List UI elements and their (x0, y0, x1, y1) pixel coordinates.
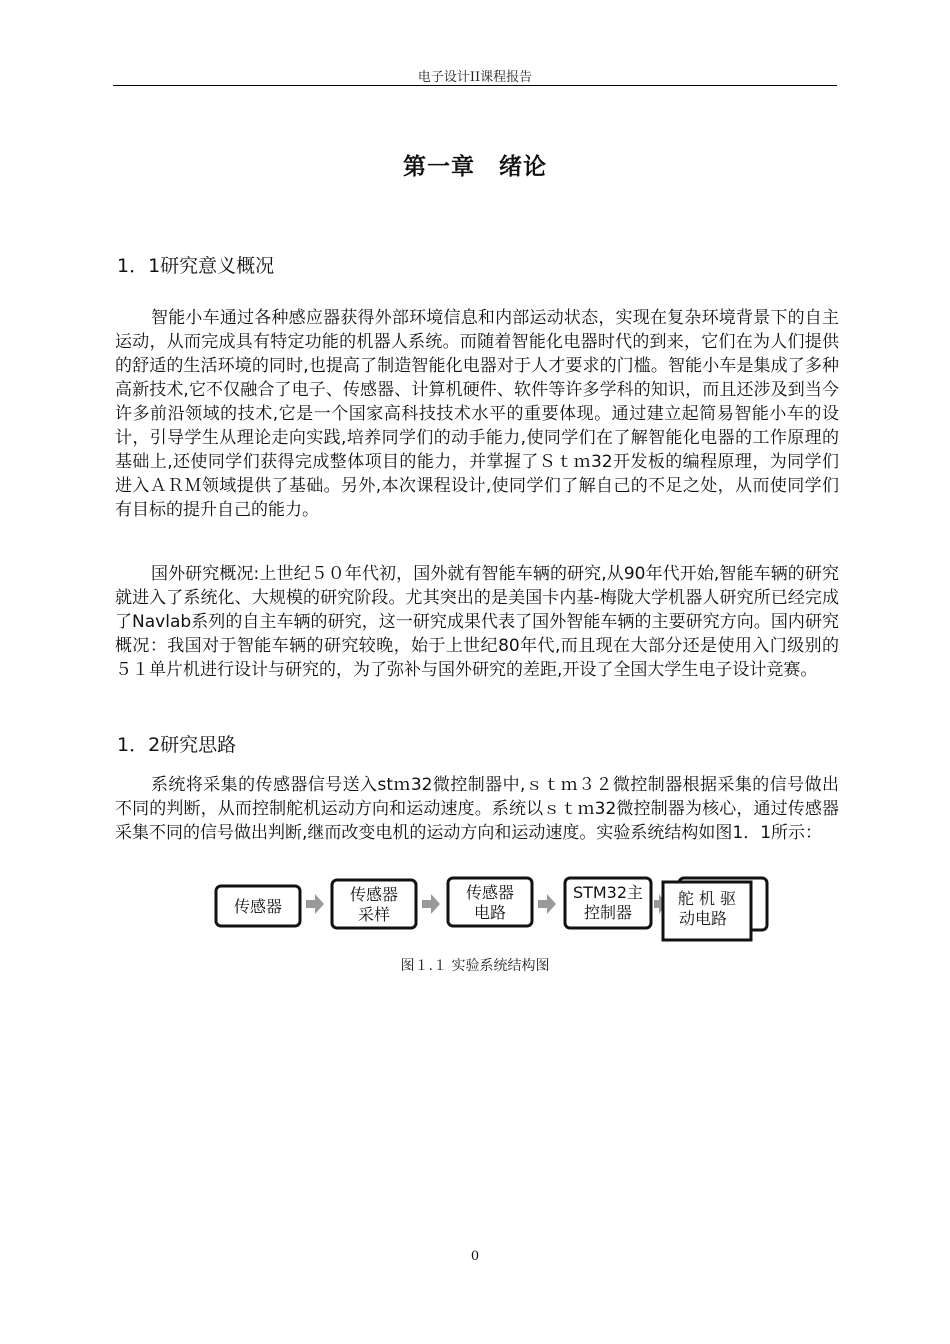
section-heading-1-1: 1．1研究意义概况 (117, 255, 275, 277)
flow-arrow (306, 894, 324, 914)
flow-arrow (422, 894, 440, 914)
block-label: 传感器 (465, 883, 515, 902)
block-label: 传感器 (233, 897, 283, 916)
block-label: STM32主 (572, 883, 644, 902)
block-label: 动电路 (678, 909, 728, 928)
chapter-title: 第一章 绪论 (403, 154, 547, 180)
block-label: 采样 (357, 905, 391, 924)
paragraph-significance: 智能小车通过各种感应器获得外部环境信息和内部运动状态，实现在复杂环境背景下的自主运动，从而完成具有特定功能的机器人系统。而随着智能化电器时代的到来，它们在为人们提供的舒适的生活环境的同时,也提高了制造智能化电器对于人才要求的门槛。智能小车是集成了多种高新技术,它不仅融合了电子、传感器、计算机硬件、软件等许多学科的知识，而且还涉及到当今许多前沿领域的技术,它是一个国家高科技技术水平的重要体现。通过建立起简易智能小车的设计，引导学生从理论走向实践,培养同学们的动手能力,使同学们在了解智能化电器的工作原理的基础上,还使同学们获得完成整体项目的能力，并掌握了Ｓｔｍ32开发板的编程原理，为同学们进入ＡＲＭ领域提供了基础。另外,本次课程设计,使同学们了解自己的不足之处，从而使同学们有目标的提升自己的能力。 (115, 308, 839, 520)
header-divider (113, 85, 837, 86)
diagram-block-sensor-circuit (448, 878, 532, 926)
diagram-block-stm32-controller (565, 878, 651, 928)
block-label: 控制器 (583, 903, 633, 922)
running-header: 电子设计II课程报告 (417, 70, 533, 85)
page-number: 0 (470, 1249, 480, 1264)
paragraph-research-overview: 国外研究概况:上世纪５０年代初，国外就有智能车辆的研究,从90年代开始,智能车辆的研究就进入了系统化、大规模的研究阶段。尤其突出的是美国卡内基-梅陇大学机器人研究所已经完成了Navlab系列的自主车辆的研究，这一研究成果代表了国外智能车辆的主要研究方向。国内研究概况：我国对于智能车辆的研究较晚，始于上世纪80年代,而且现在大部分还是使用入门级别的５１单片机进行设计与研究的，为了弥补与国外研究的差距,开设了全国大学生电子设计竞赛。 (115, 564, 839, 680)
diagram-block-servo-driver (663, 878, 767, 940)
flow-arrow (538, 894, 556, 914)
diagram-block-sensor (216, 886, 300, 926)
block-label: 舵 机 驱 (677, 889, 737, 908)
block-label: 电路 (473, 903, 507, 922)
block-label: 传感器 (349, 885, 399, 904)
section-heading-1-2: 1．2研究思路 (117, 734, 237, 756)
paragraph-research-approach: 系统将采集的传感器信号送入stｍ32微控制器中,ｓｔｍ３２微控制器根据采集的信号做出不同的判断，从而控制舵机运动方向和运动速度。系统以ｓｔｍ32微控制器为核心，通过传感器采集不同的信号做出判断,继而改变电机的运动方向和运动速度。实验系统结构如图1．1所示： (115, 775, 839, 843)
diagram-block-sensor-sampling (332, 880, 416, 928)
system-structure-diagram (213, 874, 773, 944)
figure-caption: 图１.１ 实验系统结构图 (400, 958, 550, 974)
